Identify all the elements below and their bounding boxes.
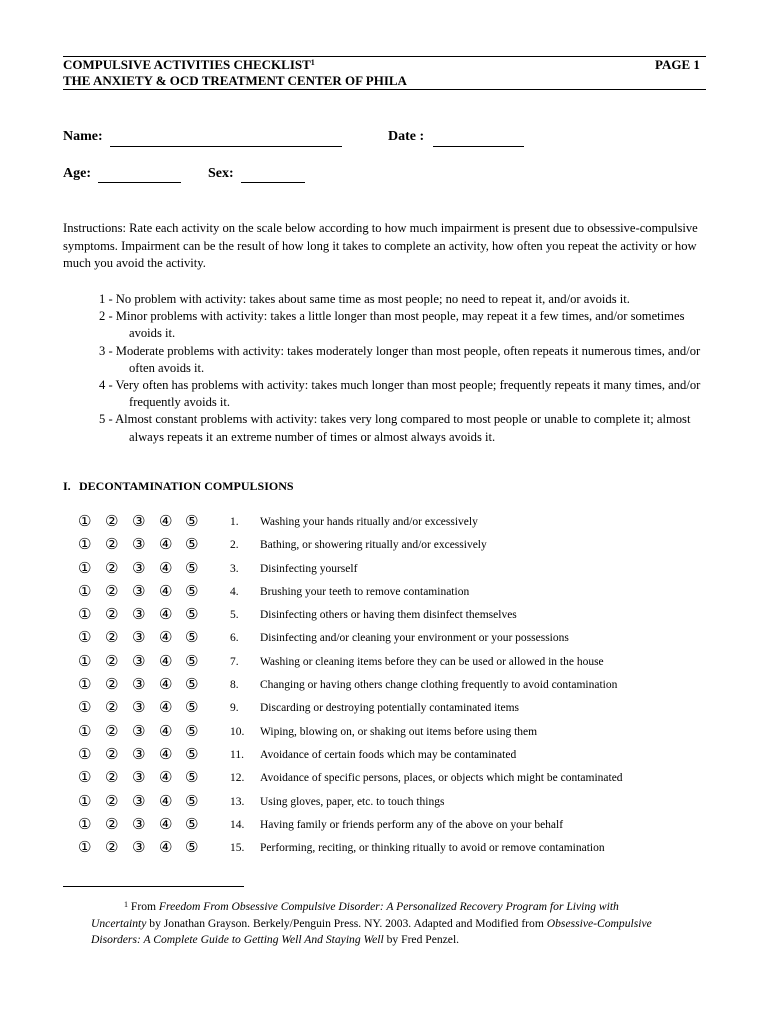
rating-option-1[interactable]: ①	[78, 744, 92, 763]
rating-option-1[interactable]: ①	[78, 814, 92, 833]
rating-option-1[interactable]: ①	[78, 675, 92, 694]
rating-option-5[interactable]: ⑤	[185, 791, 199, 810]
item-number: 9.	[230, 702, 239, 715]
rating-option-1[interactable]: ①	[78, 512, 92, 530]
rating-option-1[interactable]: ①	[78, 721, 92, 740]
rating-option-5[interactable]: ⑤	[185, 581, 199, 600]
item-text: Disinfecting others or having them disinfect themselves	[260, 609, 517, 622]
section-title-text: DECONTAMINATION COMPULSIONS	[79, 479, 294, 493]
rating-option-3[interactable]: ③	[132, 558, 146, 577]
rating-option-5[interactable]: ⑤	[185, 768, 199, 787]
checklist-row	[78, 582, 718, 605]
scale-level-3: 3 - Moderate problems with activity: takes moderately longer than most people, often repeats it numerous times, and/or often avoids it.	[99, 343, 701, 375]
document-subtitle: THE ANXIETY & OCD TREATMENT CENTER OF PHILA	[63, 73, 407, 88]
rating-option-2[interactable]: ②	[105, 791, 119, 810]
item-text: Discarding or destroying potentially contaminated items	[260, 702, 520, 715]
rating-option-3[interactable]: ③	[132, 675, 146, 694]
item-text: Changing or having others change clothing frequently to avoid contamination	[260, 679, 618, 692]
rating-option-3[interactable]: ③	[132, 581, 146, 600]
footnote-middle: by Jonathan Grayson. Berkely/Penguin Press. NY. 2003. Adapted and Modified from	[146, 916, 547, 930]
footnote-suffix: by Fred Penzel.	[383, 933, 460, 946]
document-title	[63, 57, 315, 73]
page-number: PAGE 1	[655, 57, 700, 72]
item-text: Performing, reciting, or thinking ritually to avoid or remove contamination	[260, 842, 605, 855]
rating-option-1[interactable]: ①	[78, 581, 92, 600]
rating-option-4[interactable]: ④	[159, 605, 173, 624]
header-bottom-rule	[63, 89, 706, 90]
rating-option-2[interactable]: ②	[105, 768, 119, 787]
rating-option-2[interactable]: ②	[105, 535, 119, 554]
age-field[interactable]	[98, 182, 181, 183]
item-number: 5.	[230, 609, 239, 622]
scale-level-4: 4 - Very often has problems with activity: takes much longer than most people; frequently repeats it many times, and/or frequently avoids it.	[99, 378, 701, 410]
checklist-row	[78, 605, 718, 628]
rating-option-5[interactable]: ⑤	[185, 535, 199, 554]
rating-option-4[interactable]: ④	[159, 838, 173, 857]
item-text: Disinfecting yourself	[260, 562, 358, 575]
item-text: Having family or friends perform any of the above on your behalf	[260, 818, 564, 831]
rating-option-2[interactable]: ②	[105, 721, 119, 740]
checklist-row	[78, 628, 718, 651]
rating-option-2[interactable]: ②	[105, 628, 119, 647]
checklist-row	[78, 815, 718, 838]
rating-option-3[interactable]: ③	[132, 768, 146, 787]
rating-option-1[interactable]: ①	[78, 535, 92, 554]
rating-option-5[interactable]: ⑤	[185, 651, 199, 670]
rating-option-1[interactable]: ①	[78, 605, 92, 624]
checklist-row	[78, 838, 718, 861]
rating-option-5[interactable]: ⑤	[185, 628, 199, 647]
item-text: Avoidance of certain foods which may be contaminated	[260, 748, 517, 761]
rating-option-4[interactable]: ④	[159, 744, 173, 763]
rating-option-1[interactable]: ①	[78, 558, 92, 577]
item-number: 7.	[230, 655, 239, 668]
item-number: 6.	[230, 632, 239, 645]
rating-option-5[interactable]: ⑤	[185, 744, 199, 763]
checklist-row	[78, 512, 718, 535]
scale-level-2: 2 - Minor problems with activity: takes a little longer than most people, may repeat it a few times, and/or sometimes avoids it.	[99, 309, 685, 341]
instructions-text: Instructions: Rate each activity on the scale below according to how much impairment is present due to obsessive-compulsive symptoms. Impairment can be the result of how long it takes to complete an activity, how often you repeat the activity or how much you avoid the activity.	[63, 221, 698, 270]
document-title-text: COMPULSIVE ACTIVITIES CHECKLIST	[63, 57, 311, 72]
rating-option-4[interactable]: ④	[159, 814, 173, 833]
rating-option-5[interactable]: ⑤	[185, 698, 199, 717]
item-number: 3.	[230, 562, 239, 575]
rating-option-1[interactable]: ①	[78, 791, 92, 810]
rating-option-2[interactable]: ②	[105, 838, 119, 857]
rating-option-1[interactable]: ①	[78, 838, 92, 857]
rating-option-3[interactable]: ③	[132, 512, 146, 530]
item-text: Brushing your teeth to remove contamination	[260, 585, 470, 598]
rating-option-3[interactable]: ③	[132, 791, 146, 810]
rating-option-4[interactable]: ④	[159, 558, 173, 577]
rating-option-1[interactable]: ①	[78, 768, 92, 787]
rating-option-5[interactable]: ⑤	[185, 605, 199, 624]
checklist-row	[78, 722, 718, 745]
item-number: 15.	[230, 842, 245, 855]
rating-option-2[interactable]: ②	[105, 605, 119, 624]
rating-option-3[interactable]: ③	[132, 535, 146, 554]
rating-option-2[interactable]: ②	[105, 814, 119, 833]
rating-option-2[interactable]: ②	[105, 581, 119, 600]
item-number: 8.	[230, 679, 239, 692]
rating-option-3[interactable]: ③	[132, 628, 146, 647]
rating-option-3[interactable]: ③	[132, 698, 146, 717]
item-number: 2.	[230, 539, 239, 552]
item-text: Avoidance of specific persons, places, or objects which might be contaminated	[260, 772, 623, 785]
footnote-book-title-1: Freedom From Obsessive Compulsive Disorder: A Personalized Recovery Program for Living with Uncertainty	[91, 900, 619, 930]
rating-option-3[interactable]: ③	[132, 838, 146, 857]
scale-level-1: 1 - No problem with activity: takes about same time as most people; no need to repeat it, and/or avoids it.	[99, 292, 630, 306]
item-text: Wiping, blowing on, or shaking out items before using them	[260, 725, 538, 738]
rating-option-5[interactable]: ⑤	[185, 814, 199, 833]
item-number: 12.	[230, 772, 245, 785]
item-number: 11.	[230, 748, 244, 761]
rating-option-4[interactable]: ④	[159, 721, 173, 740]
rating-option-2[interactable]: ②	[105, 512, 119, 530]
item-number: 13.	[230, 795, 245, 808]
sex-field[interactable]	[241, 182, 305, 183]
footnote-rule	[63, 886, 244, 887]
rating-option-3[interactable]: ③	[132, 744, 146, 763]
rating-option-3[interactable]: ③	[132, 814, 146, 833]
checklist-row	[78, 652, 718, 675]
item-number: 10.	[230, 725, 245, 738]
rating-option-4[interactable]: ④	[159, 535, 173, 554]
item-number: 1.	[230, 516, 239, 528]
item-number: 4.	[230, 585, 239, 598]
rating-option-4[interactable]: ④	[159, 512, 173, 530]
section-title	[63, 478, 294, 494]
checklist-items	[78, 512, 718, 861]
rating-option-2[interactable]: ②	[105, 651, 119, 670]
footnote	[91, 899, 671, 949]
rating-option-1[interactable]: ①	[78, 651, 92, 670]
rating-option-4[interactable]: ④	[159, 581, 173, 600]
item-text: Disinfecting and/or cleaning your environment or your possessions	[260, 632, 569, 645]
footnote-book-title-2: Obsessive-Compulsive Disorders: A Complete Guide to Getting Well And Staying Well	[91, 916, 652, 946]
footnote-prefix: From	[128, 900, 159, 913]
checklist-row	[78, 675, 718, 698]
rating-option-2[interactable]: ②	[105, 558, 119, 577]
rating-option-4[interactable]: ④	[159, 768, 173, 787]
checklist-row	[78, 535, 718, 558]
checklist-row	[78, 792, 718, 815]
rating-option-3[interactable]: ③	[132, 605, 146, 624]
rating-option-2[interactable]: ②	[105, 744, 119, 763]
rating-option-4[interactable]: ④	[159, 628, 173, 647]
rating-option-5[interactable]: ⑤	[185, 512, 199, 530]
rating-option-1[interactable]: ①	[78, 698, 92, 717]
rating-option-5[interactable]: ⑤	[185, 838, 199, 857]
name-field[interactable]	[110, 146, 342, 147]
checklist-row	[78, 768, 718, 791]
checklist-row	[78, 559, 718, 582]
item-text: Washing your hands ritually and/or excessively	[260, 516, 478, 528]
rating-option-4[interactable]: ④	[159, 791, 173, 810]
rating-option-4[interactable]: ④	[159, 675, 173, 694]
rating-option-5[interactable]: ⑤	[185, 721, 199, 740]
date-field[interactable]	[433, 146, 524, 147]
rating-option-1[interactable]: ①	[78, 628, 92, 647]
rating-option-3[interactable]: ③	[132, 651, 146, 670]
footnote-marker: 1	[124, 900, 128, 909]
item-number: 14.	[230, 818, 245, 831]
scale-level-5: 5 - Almost constant problems with activity: takes very long compared to most people or unable to complete it; almost always repeats it an extreme number of times or almost always avoids it.	[99, 412, 691, 444]
age-label: Age:	[63, 166, 91, 181]
section-number: I.	[63, 479, 71, 493]
rating-option-2[interactable]: ②	[105, 675, 119, 694]
name-label: Name:	[63, 129, 103, 144]
rating-option-5[interactable]: ⑤	[185, 558, 199, 577]
rating-option-3[interactable]: ③	[132, 721, 146, 740]
date-label: Date :	[388, 129, 425, 144]
rating-option-4[interactable]: ④	[159, 651, 173, 670]
item-text: Bathing, or showering ritually and/or excessively	[260, 539, 487, 552]
rating-scale	[99, 291, 714, 446]
rating-option-2[interactable]: ②	[105, 698, 119, 717]
checklist-row	[78, 698, 718, 721]
item-text: Using gloves, paper, etc. to touch things	[260, 795, 445, 808]
sex-label: Sex:	[208, 166, 234, 181]
rating-option-4[interactable]: ④	[159, 698, 173, 717]
item-text: Washing or cleaning items before they can be used or allowed in the house	[260, 655, 604, 668]
title-footnote-marker: 1	[310, 58, 315, 67]
checklist-row	[78, 745, 718, 768]
rating-option-5[interactable]: ⑤	[185, 675, 199, 694]
